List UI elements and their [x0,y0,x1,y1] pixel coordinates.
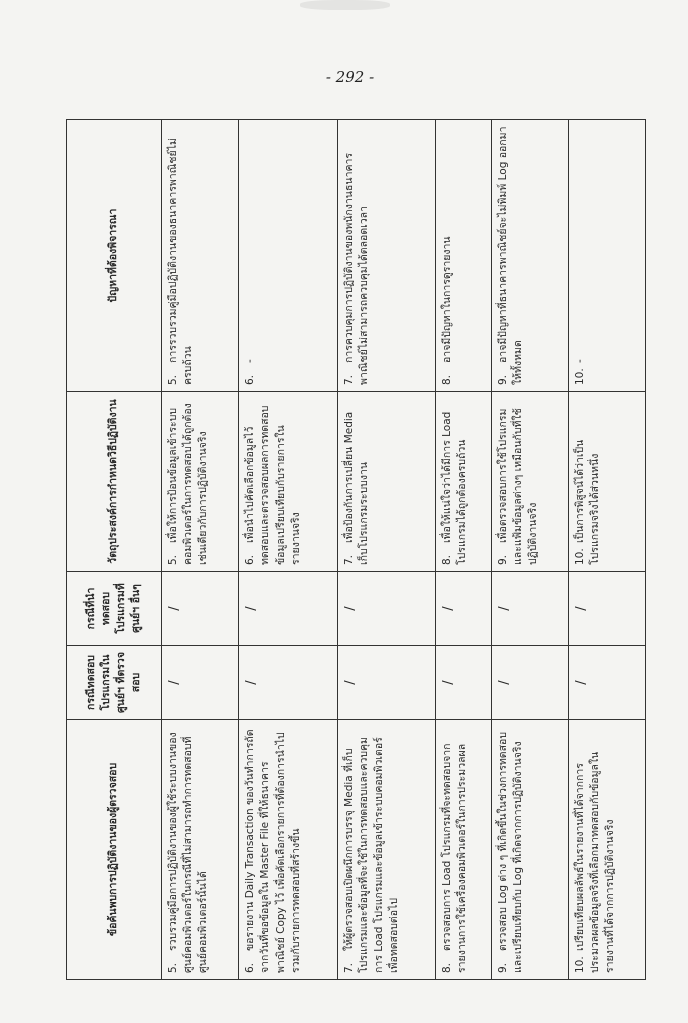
finding-cell [491,720,568,980]
other-center-mark: / [568,572,645,646]
other-center-mark: / [162,572,239,646]
issue-text: การรวบรวมคู่มือปฏิบัติงานของธนาคารพาณิชย์ไม่ครบถ้วน [167,138,195,385]
table-row [491,120,568,980]
objective-cell [568,392,645,572]
objective-text: เพื่อตรวจสอบการใช้โปรแกรมและแฟ้มข้อมูลต่างๆ เหมือนกับที่ใช้ปฏิบัติงานจริง [496,408,540,565]
objective-text: เพื่อนำไปคัดเลือกข้อมูลไว้ทดสอบและตรวจสอบผลการทดสอบข้อมูลเปรียบเทียบกับรายการในรายงานจริง [244,405,302,565]
finding-cell [436,720,492,980]
finding-text: ขอรายงาน Daily Transaction ของวันทำการถัดจากวันที่ขอข้อมูลใน Master File ที่ให้ธนาคารพาณิชย์ Copy ไว้ เพื่อคัดเลือกรายการที่ต้องการนำไปรวมกับรายการทดสอบที่สร้างขึ้น [244,729,302,973]
issue-text: - [573,359,586,363]
row-number: 10. [573,956,586,973]
objective-number: 9. [496,554,509,565]
row-number: 6. [244,962,257,973]
issue-number: 7. [342,374,355,385]
issue-number: 5. [167,374,179,385]
objective-number: 6. [244,554,257,565]
header-issues: ปัญหาที่ต้องพิจารณา [67,120,162,392]
row-number: 9. [496,962,509,973]
objective-cell [239,392,338,572]
issue-cell [568,120,645,392]
issue-cell [337,120,436,392]
in-center-mark: / [162,646,239,720]
issue-text: อาจมีปัญหาในการดูรายงาน [441,236,454,363]
issue-number: 9. [496,374,509,385]
objective-cell [162,392,239,572]
header-other-center: กรณีที่นำทดสอบโปรแกรมที่ศูนย์ฯ อื่นๆ [67,572,162,646]
objective-cell [436,392,492,572]
finding-text: เปรียบเทียบผลลัพธ์ในรายงานที่ได้จากการประมวลผลข้อมูลจริงที่เลือกมาทดสอบกับข้อมูลในรายงานที่ได้จากการปฏิบัติงานจริง [573,751,617,973]
objective-cell [491,392,568,572]
table-row [436,120,492,980]
issue-number: 10. [573,368,586,385]
table-row [239,120,338,980]
objective-text: เป็นการพิสูจน์ได้ว่าเป็นโปรแกรมจริงได้ส่วนหนึ่ง [573,439,602,565]
issue-text: อาจมีปัญหาที่ธนาคารพาณิชย์จะไม่พิมพ์ Log ออกมาให้ทั้งหมด [496,126,524,385]
row-number: 5. [167,962,179,973]
table-header-row [67,120,162,980]
objective-cell [337,392,436,572]
finding-cell [162,720,239,980]
finding-cell [337,720,436,980]
row-number: 8. [441,962,454,973]
issue-cell [239,120,338,392]
rotated-table-wrapper [66,120,646,980]
finding-text: ให้ผู้ตรวจสอบเปิดผนึกการบรรจุ Media ที่เก็บโปรแกรมและข้อมูลที่จะใช้ในการทดสอบและควบคุมการ Load โปรแกรมและข้อมูลเข้าระบบคอมพิวเตอร์เพื่อทดสอบต่อไป [342,737,401,973]
objective-text: เพื่อป้องกันการเปลี่ยน Media เก็บโปรแกรมระบบงาน [342,411,370,565]
in-center-mark: / [568,646,645,720]
scan-smudge [300,0,390,10]
issue-text: - [244,359,257,363]
issue-cell [162,120,239,392]
objective-number: 5. [167,554,179,565]
table-row [162,120,239,980]
finding-cell [568,720,645,980]
finding-cell [239,720,338,980]
table-row [568,120,645,980]
objective-number: 7. [342,554,355,565]
objective-number: 10. [573,548,586,565]
issue-number: 8. [441,374,454,385]
row-number: 7. [342,962,355,973]
finding-text: ตรวจสอบ Log ต่าง ๆ ที่เกิดขึ้นในช่วงการทดสอบและเปรียบเทียบกับ Log ที่เกิดจากการปฏิบัติงานจริง [496,732,524,973]
page-number: - 292 - [325,68,375,86]
issue-cell [491,120,568,392]
objective-text: เพื่อให้แน่ใจว่าได้มีการ Load โปรแกรมได้ถูกต้องครบถ้วน [441,411,469,565]
issue-text: การควบคุมการปฏิบัติงานของพนักงานธนาคารพาณิชย์ไม่สามารถควบคุมได้ตลอดเวลา [342,152,370,385]
in-center-mark: / [436,646,492,720]
other-center-mark: / [337,572,436,646]
table-row [337,120,436,980]
header-objective: วัตถุประสงค์การกำหนดวิธีปฏิบัติงาน [67,392,162,572]
issue-cell [436,120,492,392]
issue-number: 6. [244,374,257,385]
other-center-mark: / [239,572,338,646]
in-center-mark: / [337,646,436,720]
finding-text: ตรวจสอบการ Load โปรแกรมที่จะทดสอบจากรายงานการใช้เครื่องคอมพิวเตอร์ในการประมวลผล [441,743,469,973]
objective-text: เพื่อให้การป้อนข้อมูลเข้าระบบคอมพิวเตอร์ในการทดสอบได้ถูกต้องเช่นเดียวกับการปฏิบัติงานจริง [167,403,210,565]
header-in-center: กรณีทดสอบโปรแกรมในศูนย์ฯ ที่ตรวจสอบ [67,646,162,720]
findings-table [66,119,646,980]
in-center-mark: / [491,646,568,720]
finding-text: รวบรวมคู่มือการปฏิบัติงานของผู้ใช้ระบบงานของศูนย์คอมพิวเตอร์ในกรณีที่ไม่สามารถทำการทดสอบที่ศูนย์คอมพิวเตอร์นั้นได้ [167,732,210,973]
other-center-mark: / [491,572,568,646]
in-center-mark: / [239,646,338,720]
header-findings: ข้อค้นพบการปฏิบัติงานของผู้ตรวจสอบ [67,720,162,980]
objective-number: 8. [441,554,454,565]
other-center-mark: / [436,572,492,646]
